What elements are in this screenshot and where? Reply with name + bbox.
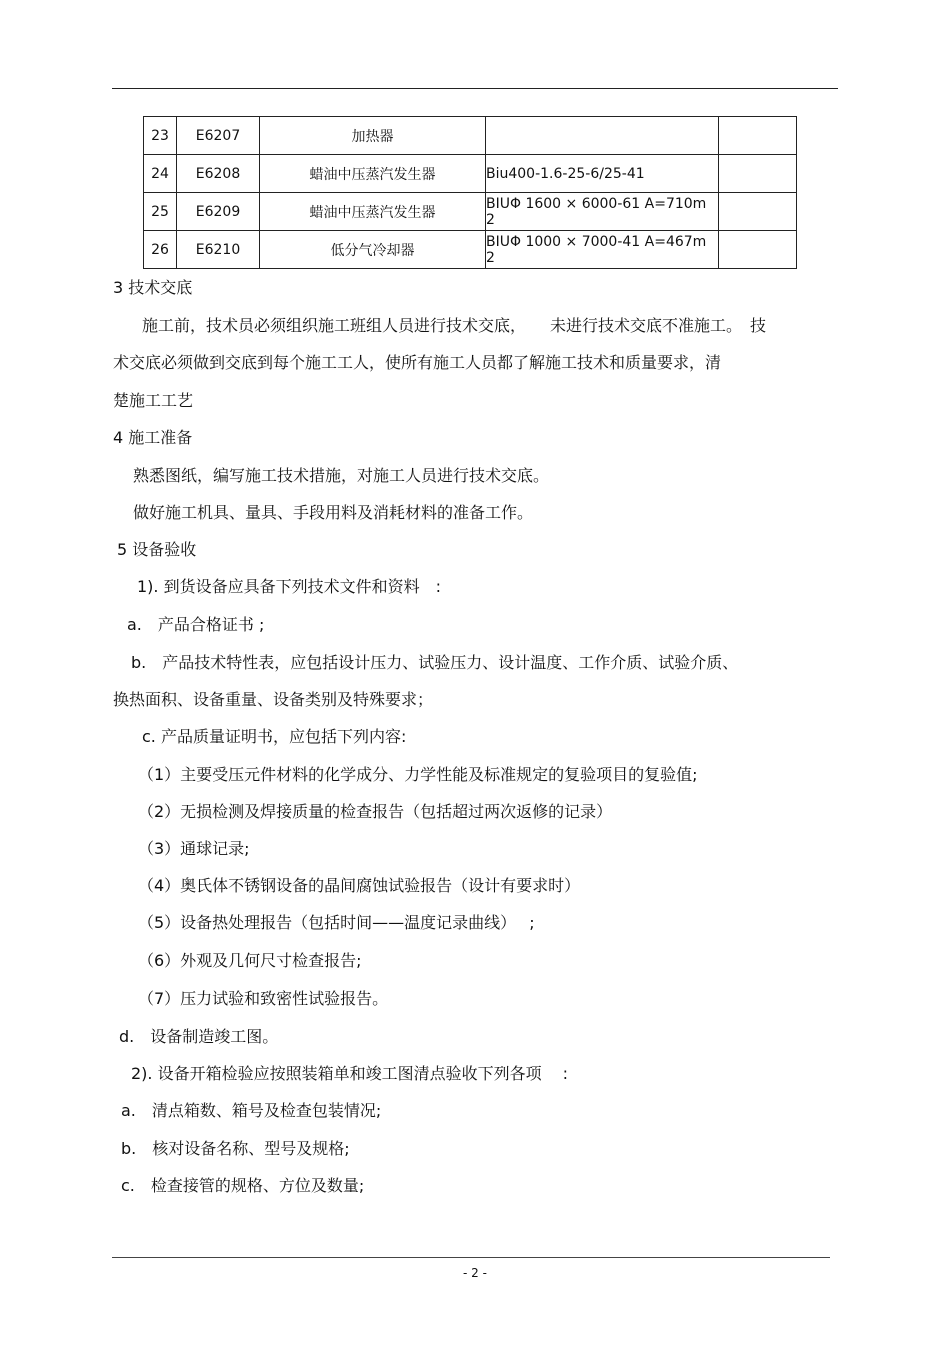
table-row — [144, 193, 797, 231]
list-item: （5）设备热处理报告（包括时间——温度记录曲线） ; — [138, 913, 535, 932]
list-item: b. 产品技术特性表，应包括设计压力、试验压力、设计温度、工作介质、试验介质、 — [131, 653, 739, 672]
list-item: （7）压力试验和致密性试验报告。 — [138, 989, 389, 1008]
equipment-remark — [719, 117, 797, 155]
header-rule — [112, 88, 838, 89]
equipment-tag: E6210 — [177, 231, 260, 269]
list-item: 1). 到货设备应具备下列技术文件和资料 : — [137, 577, 441, 596]
row-number: 24 — [144, 155, 177, 193]
list-item: （3）通球记录; — [138, 839, 250, 858]
paragraph-line: 做好施工机具、量具、手段用料及消耗材料的准备工作。 — [133, 503, 534, 522]
section-heading-tech-briefing: 3 技术交底 — [113, 278, 193, 297]
equipment-spec: BIUΦ 1000 × 7000-41 A=467m 2 — [486, 231, 719, 269]
equipment-table — [143, 116, 797, 269]
row-number: 23 — [144, 117, 177, 155]
list-item: c. 产品质量证明书，应包括下列内容: — [142, 727, 407, 746]
paragraph-line: 熟悉图纸，编写施工技术措施，对施工人员进行技术交底。 — [133, 466, 550, 485]
row-number: 26 — [144, 231, 177, 269]
equipment-name: 蜡油中压蒸汽发生器 — [260, 155, 486, 193]
footer-rule — [112, 1257, 830, 1258]
row-number: 25 — [144, 193, 177, 231]
equipment-name: 低分气冷却器 — [260, 231, 486, 269]
equipment-spec: Biu400-1.6-25-6/25-41 — [486, 155, 719, 193]
list-item: （4）奥氏体不锈钢设备的晶间腐蚀试验报告（设计有要求时） — [138, 876, 581, 895]
equipment-tag: E6209 — [177, 193, 260, 231]
table-row — [144, 155, 797, 193]
list-item: c. 检查接管的规格、方位及数量; — [121, 1176, 365, 1195]
paragraph-line: 楚施工工艺 — [113, 391, 194, 410]
table-row — [144, 117, 797, 155]
section-heading-preparation: 4 施工准备 — [113, 428, 193, 447]
list-item: a. 清点箱数、箱号及检查包装情况; — [121, 1101, 382, 1120]
page-number: - 2 - — [463, 1266, 487, 1280]
equipment-remark — [719, 193, 797, 231]
list-item: 换热面积、设备重量、设备类别及特殊要求； — [113, 690, 434, 709]
paragraph-line: 术交底必须做到交底到每个施工工人，使所有施工人员都了解施工技术和质量要求，清 — [113, 353, 722, 372]
list-item: （1）主要受压元件材料的化学成分、力学性能及标准规定的复验项目的复验值; — [138, 765, 698, 784]
paragraph-line: 施工前，技术员必须组织施工班组人员进行技术交底， 未进行技术交底不准施工。 技 — [142, 316, 767, 335]
equipment-name: 加热器 — [260, 117, 486, 155]
section-heading-acceptance: 5 设备验收 — [117, 540, 197, 559]
list-item: b. 核对设备名称、型号及规格; — [121, 1139, 350, 1158]
equipment-tag: E6208 — [177, 155, 260, 193]
equipment-spec: BIUΦ 1600 × 6000-61 A=710m 2 — [486, 193, 719, 231]
list-item: （2）无损检测及焊接质量的检查报告（包括超过两次返修的记录） — [138, 802, 613, 821]
equipment-spec — [486, 117, 719, 155]
equipment-tag: E6207 — [177, 117, 260, 155]
equipment-name: 蜡油中压蒸汽发生器 — [260, 193, 486, 231]
list-item: d. 设备制造竣工图。 — [119, 1027, 279, 1046]
list-item: （6）外观及几何尺寸检查报告; — [138, 951, 362, 970]
table-row — [144, 231, 797, 269]
list-item: a. 产品合格证书 ; — [127, 615, 265, 634]
equipment-remark — [719, 155, 797, 193]
list-item: 2). 设备开箱检验应按照装箱单和竣工图清点验收下列各项 : — [131, 1064, 569, 1083]
equipment-remark — [719, 231, 797, 269]
